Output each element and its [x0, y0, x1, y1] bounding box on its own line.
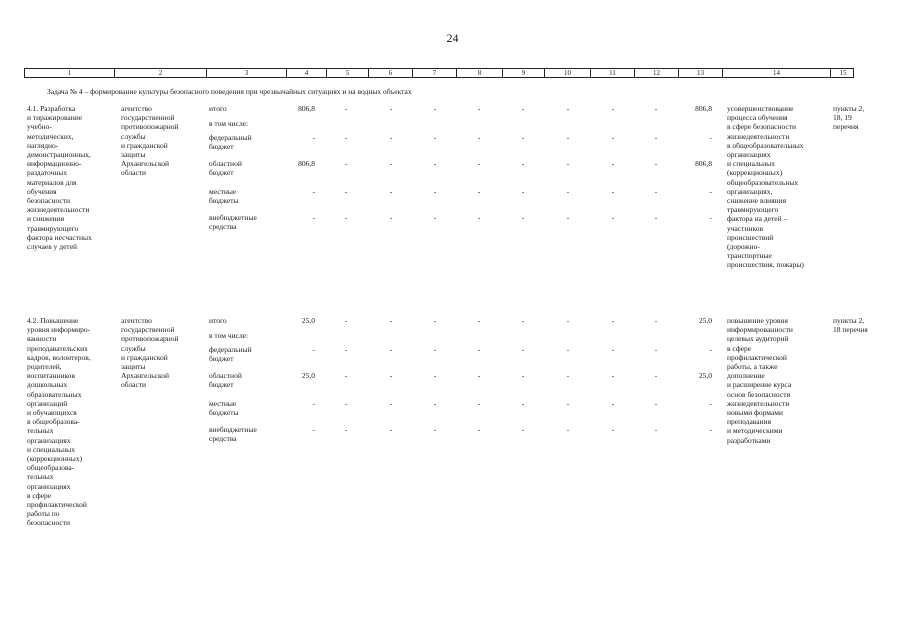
empty-year-cell: -: [611, 213, 615, 222]
page-number: 24: [446, 31, 459, 45]
empty-year-cell: -: [433, 316, 437, 325]
empty-year-cell: -: [654, 399, 658, 408]
funding-total: 25,0: [301, 316, 315, 325]
empty-year-cell: -: [521, 399, 525, 408]
funding-source: федеральный бюджет: [209, 133, 252, 152]
empty-year-cell: -: [566, 316, 570, 325]
task-title: Задача № 4 – формирование культуры безопасного поведения при чрезвычайных ситуациях и на водных объектах: [47, 87, 412, 96]
empty-year-cell: -: [611, 104, 615, 113]
empty-year-cell: -: [477, 104, 481, 113]
empty-year-cell: -: [433, 345, 437, 354]
empty-year-cell: -: [477, 133, 481, 142]
header-col-15: 15: [839, 69, 847, 77]
funding-total: -: [312, 133, 315, 142]
empty-year-cell: -: [611, 187, 615, 196]
header-col-8: 8: [457, 69, 503, 77]
empty-year-cell: -: [344, 425, 348, 434]
funding-col13: -: [709, 345, 712, 354]
funding-total: -: [312, 425, 315, 434]
empty-year-cell: -: [477, 187, 481, 196]
header-col-11: 11: [591, 69, 635, 77]
empty-year-cell: -: [344, 187, 348, 196]
empty-year-cell: -: [389, 133, 393, 142]
empty-year-cell: -: [389, 213, 393, 222]
empty-year-cell: -: [389, 399, 393, 408]
expected-result: усовершенствование процесса обучения в сфере безопасности жизнедеятельности в общеобразовательных организациях и специальных (коррекционных) общеобразовательных организациях, снижение влияния травмирующего фактора на детей – участников происшествий (дорожно- транспортные происшествия, пожары): [727, 104, 804, 270]
empty-year-cell: -: [611, 425, 615, 434]
empty-year-cell: -: [654, 425, 658, 434]
header-col-5: 5: [327, 69, 369, 77]
empty-year-cell: -: [344, 104, 348, 113]
empty-year-cell: -: [433, 104, 437, 113]
empty-year-cell: -: [566, 187, 570, 196]
funding-col13: -: [709, 187, 712, 196]
empty-year-cell: -: [344, 213, 348, 222]
empty-year-cell: -: [344, 345, 348, 354]
empty-year-cell: -: [477, 213, 481, 222]
empty-year-cell: -: [389, 425, 393, 434]
funding-total: 25,0: [301, 371, 315, 380]
reference: пункты 2, 18 перечня: [833, 316, 868, 335]
empty-year-cell: -: [654, 371, 658, 380]
header-col-3: 3: [207, 69, 287, 77]
empty-year-cell: -: [433, 133, 437, 142]
empty-year-cell: -: [611, 399, 615, 408]
empty-year-cell: -: [521, 133, 525, 142]
header-col-6: 6: [369, 69, 413, 77]
funding-source: областной бюджет: [209, 159, 242, 178]
activity-name: 4.2. Повышение уровня информиро- ванности преподавательских кадров, волонтеров, родителей, воспитанников дошкольных образовательных организаций и обучающихся в общеобразова- тельных организациях и специальных (коррекционных) общеобразова- тельных организациях в сфере профилактической работы по безопасности: [27, 316, 91, 528]
funding-source: в том числе:: [209, 331, 249, 340]
empty-year-cell: -: [477, 345, 481, 354]
funding-col13: 806,8: [695, 159, 712, 168]
funding-source: местные бюджеты: [209, 187, 239, 206]
funding-source: итого: [209, 104, 227, 113]
empty-year-cell: -: [433, 159, 437, 168]
empty-year-cell: -: [477, 399, 481, 408]
empty-year-cell: -: [521, 159, 525, 168]
header-col-13: 13: [679, 69, 723, 77]
empty-year-cell: -: [566, 399, 570, 408]
column-number-header: [24, 68, 854, 78]
empty-year-cell: -: [389, 187, 393, 196]
executor: агентство государственной противопожарной службы и гражданской защиты Архангельской области: [121, 316, 179, 390]
funding-source: в том числе:: [209, 119, 249, 128]
funding-source: федеральный бюджет: [209, 345, 252, 364]
empty-year-cell: -: [389, 316, 393, 325]
funding-col13: -: [709, 425, 712, 434]
empty-year-cell: -: [566, 425, 570, 434]
empty-year-cell: -: [433, 425, 437, 434]
empty-year-cell: -: [433, 399, 437, 408]
empty-year-cell: -: [477, 159, 481, 168]
empty-year-cell: -: [344, 316, 348, 325]
empty-year-cell: -: [611, 159, 615, 168]
funding-total: 806,8: [298, 159, 315, 168]
empty-year-cell: -: [566, 104, 570, 113]
empty-year-cell: -: [654, 213, 658, 222]
empty-year-cell: -: [521, 371, 525, 380]
empty-year-cell: -: [521, 425, 525, 434]
funding-source: областной бюджет: [209, 371, 242, 390]
funding-total: 806,8: [298, 104, 315, 113]
empty-year-cell: -: [654, 187, 658, 196]
funding-col13: 25,0: [698, 371, 712, 380]
empty-year-cell: -: [389, 104, 393, 113]
empty-year-cell: -: [611, 345, 615, 354]
funding-total: -: [312, 187, 315, 196]
empty-year-cell: -: [344, 399, 348, 408]
header-col-2: 2: [115, 69, 207, 77]
empty-year-cell: -: [344, 133, 348, 142]
empty-year-cell: -: [611, 316, 615, 325]
empty-year-cell: -: [654, 316, 658, 325]
empty-year-cell: -: [477, 316, 481, 325]
header-col-10: 10: [545, 69, 591, 77]
funding-source: итого: [209, 316, 227, 325]
empty-year-cell: -: [521, 345, 525, 354]
empty-year-cell: -: [521, 316, 525, 325]
empty-year-cell: -: [389, 371, 393, 380]
empty-year-cell: -: [611, 133, 615, 142]
funding-col13: -: [709, 133, 712, 142]
activity-name: 4.1. Разработка и тиражирование учебно- методических, наглядно- демонстрационных, информационно- раздаточных материалов для обучения безопасности жизнедеятельности и снижения травмирующего фактора несчастных случаев у детей: [27, 104, 92, 252]
reference: пункты 2, 18, 19 перечня: [833, 104, 865, 132]
funding-col13: -: [709, 399, 712, 408]
empty-year-cell: -: [654, 345, 658, 354]
funding-col13: 806,8: [695, 104, 712, 113]
empty-year-cell: -: [566, 213, 570, 222]
header-col-1: 1: [25, 69, 115, 77]
funding-source: внебюджетные средства: [209, 213, 257, 232]
empty-year-cell: -: [521, 213, 525, 222]
empty-year-cell: -: [654, 104, 658, 113]
empty-year-cell: -: [654, 159, 658, 168]
funding-col13: 25,0: [698, 316, 712, 325]
empty-year-cell: -: [566, 345, 570, 354]
empty-year-cell: -: [477, 425, 481, 434]
empty-year-cell: -: [566, 133, 570, 142]
funding-total: -: [312, 213, 315, 222]
funding-total: -: [312, 399, 315, 408]
funding-source: внебюджетные средства: [209, 425, 257, 444]
funding-source: местные бюджеты: [209, 399, 239, 418]
empty-year-cell: -: [433, 187, 437, 196]
empty-year-cell: -: [433, 371, 437, 380]
empty-year-cell: -: [521, 104, 525, 113]
empty-year-cell: -: [344, 371, 348, 380]
header-col-14: 14: [723, 69, 831, 77]
empty-year-cell: -: [477, 371, 481, 380]
header-col-4: 4: [287, 69, 327, 77]
empty-year-cell: -: [566, 159, 570, 168]
empty-year-cell: -: [389, 345, 393, 354]
header-col-12: 12: [635, 69, 679, 77]
empty-year-cell: -: [389, 159, 393, 168]
funding-col13: -: [709, 213, 712, 222]
header-col-7: 7: [413, 69, 457, 77]
empty-year-cell: -: [566, 371, 570, 380]
executor: агентство государственной противопожарной службы и гражданской защиты Архангельской области: [121, 104, 179, 178]
empty-year-cell: -: [521, 187, 525, 196]
funding-total: -: [312, 345, 315, 354]
header-col-9: 9: [503, 69, 545, 77]
empty-year-cell: -: [344, 159, 348, 168]
empty-year-cell: -: [433, 213, 437, 222]
expected-result: повышение уровня информированности целевых аудиторий в сфере профилактической работы, а также дополнение и расширение курса основ безопасности жизнедеятельности новыми формами преподавания и методическими разработками: [727, 316, 793, 445]
empty-year-cell: -: [654, 133, 658, 142]
empty-year-cell: -: [611, 371, 615, 380]
